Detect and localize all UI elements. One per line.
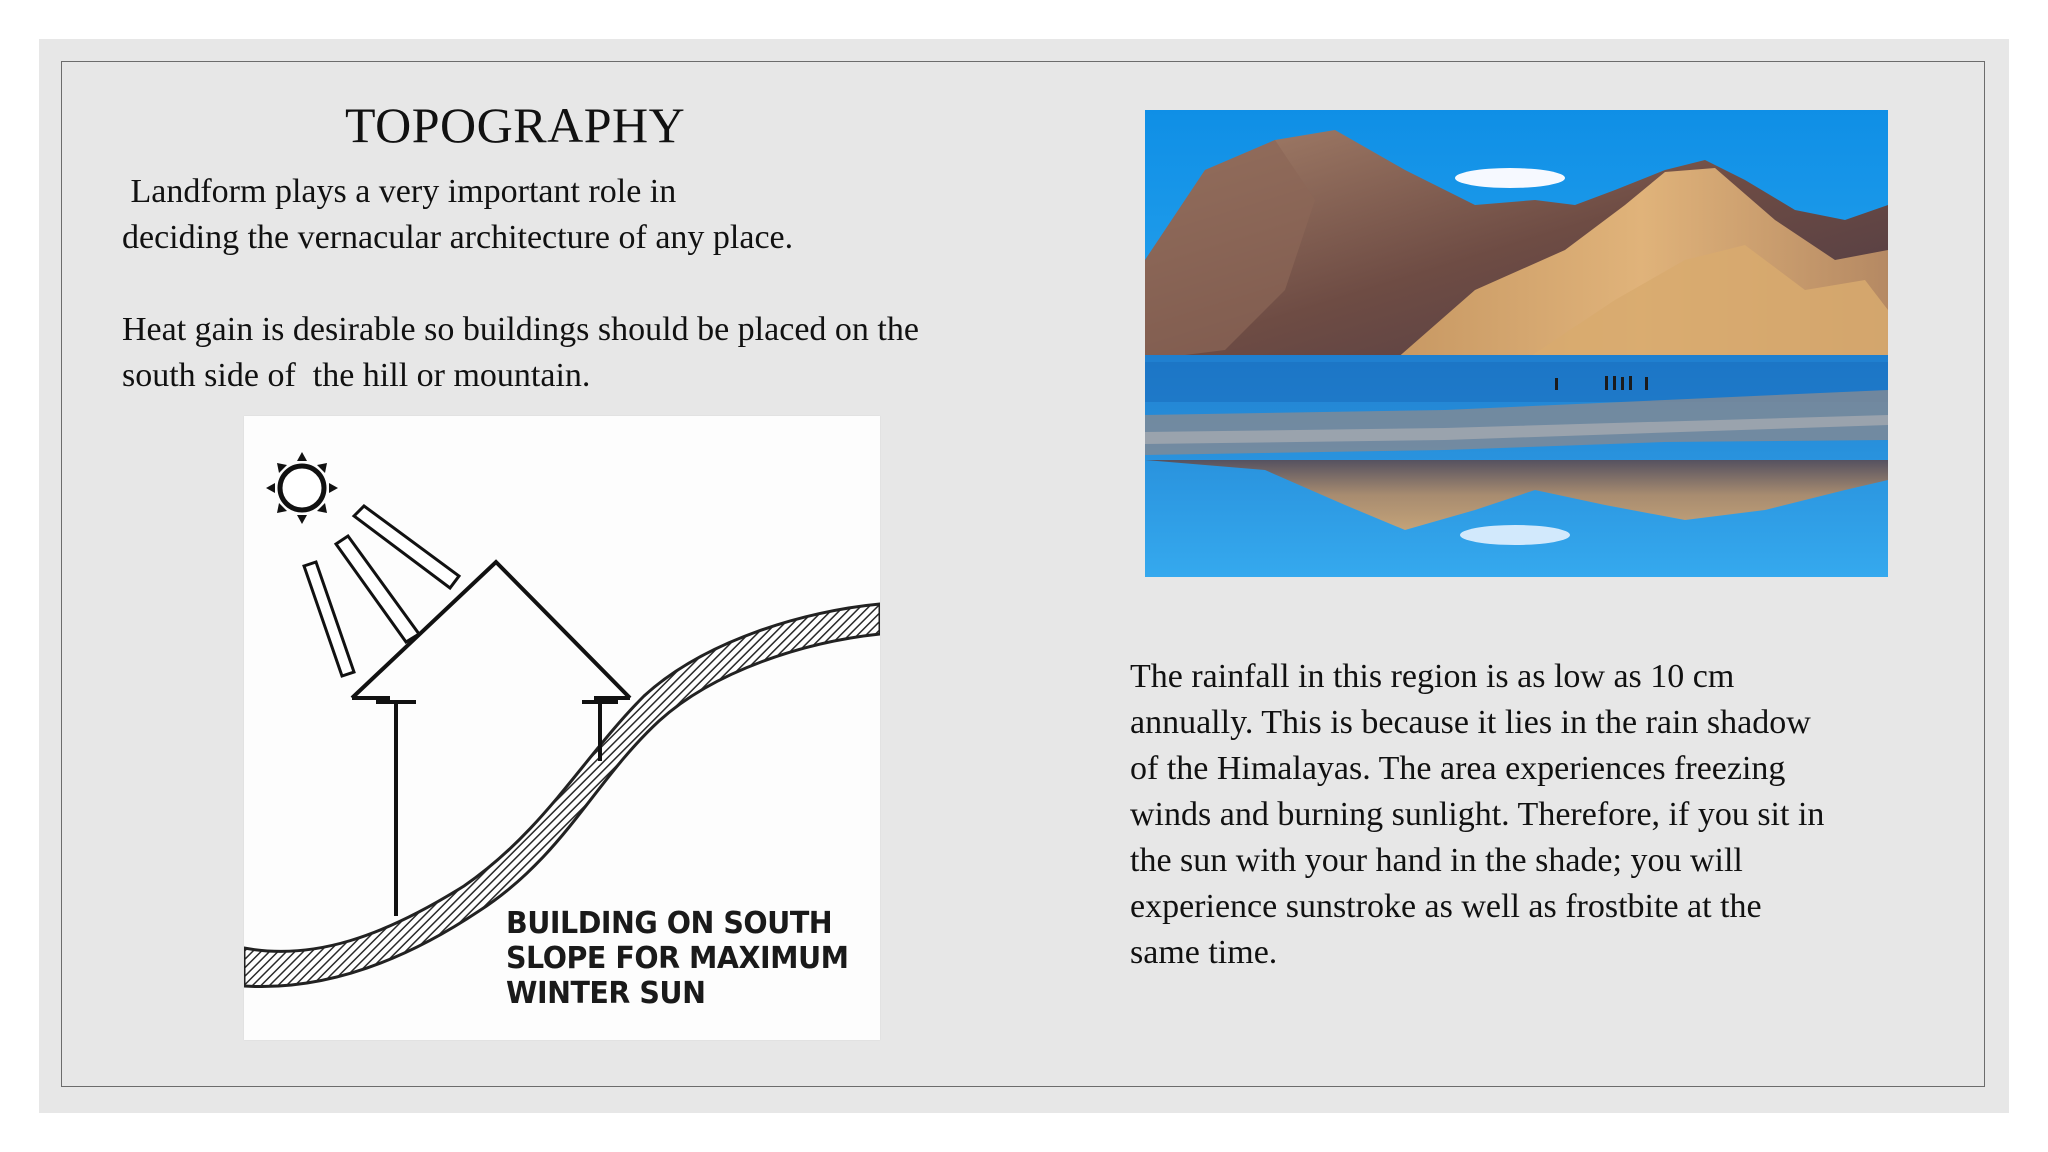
heat-gain-paragraph bbox=[122, 307, 919, 399]
diagram-caption bbox=[506, 906, 849, 1011]
rainfall-line-7: same time. bbox=[1130, 934, 1278, 971]
intro-paragraph bbox=[122, 169, 793, 261]
mountain-lake-image bbox=[1145, 110, 1888, 577]
south-slope-diagram bbox=[244, 416, 880, 1040]
rainfall-line-5: the sun with your hand in the shade; you will bbox=[1130, 842, 1743, 879]
sun-icon bbox=[266, 452, 338, 524]
slide-title: TOPOGRAPHY bbox=[345, 97, 686, 153]
house-roof bbox=[352, 562, 630, 698]
caption-line-2: SLOPE FOR MAXIMUM bbox=[506, 941, 849, 976]
rainfall-line-6: experience sunstroke as well as frostbite at the bbox=[1130, 888, 1762, 925]
sun-rays bbox=[304, 506, 459, 676]
intro-line-1: Landform plays a very important role in bbox=[122, 173, 677, 210]
rainfall-line-4: winds and burning sunlight. Therefore, if you sit in bbox=[1130, 796, 1825, 833]
caption-line-1: BUILDING ON SOUTH bbox=[506, 906, 833, 941]
rainfall-line-1: The rainfall in this region is as low as 10 cm bbox=[1130, 658, 1735, 695]
mountain-lake-photo bbox=[1145, 110, 1888, 577]
heat-line-2: south side of the hill or mountain. bbox=[122, 357, 591, 394]
rainfall-line-3: of the Himalayas. The area experiences freezing bbox=[1130, 750, 1786, 787]
caption-line-3: WINTER SUN bbox=[506, 976, 706, 1011]
heat-line-1: Heat gain is desirable so buildings should be placed on the bbox=[122, 311, 919, 348]
rainfall-paragraph bbox=[1130, 654, 1824, 976]
rainfall-line-2: annually. This is because it lies in the rain shadow bbox=[1130, 704, 1811, 741]
intro-line-2: deciding the vernacular architecture of any place. bbox=[122, 219, 794, 256]
